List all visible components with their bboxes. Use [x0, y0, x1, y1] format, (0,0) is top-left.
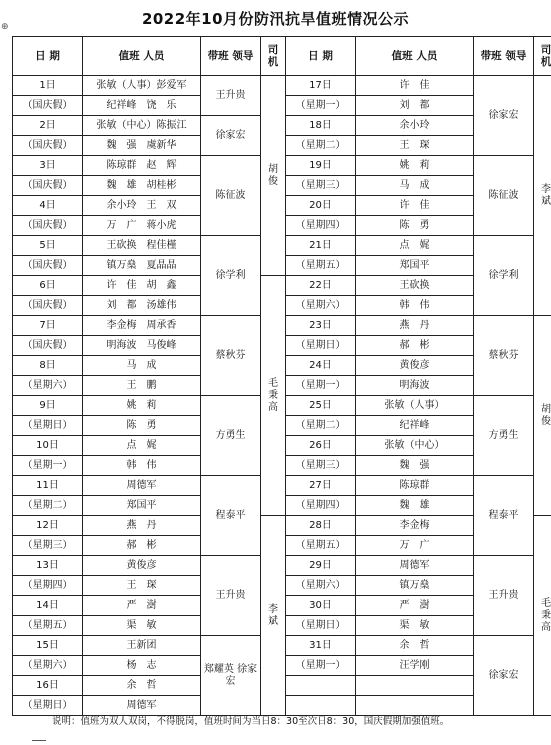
staff-cell-2: 魏 强: [356, 456, 474, 476]
driver-cell: [261, 516, 286, 716]
staff-cell: 杨 志: [83, 656, 201, 676]
date-day-2: 25日: [286, 396, 356, 416]
staff-cell-2: 陈 勇: [356, 216, 474, 236]
staff-cell: 万 广 蒋小虎: [83, 216, 201, 236]
duty-table: [12, 36, 551, 716]
page-title: 2022年10月份防汛抗旱值班情况公示: [141, 10, 410, 28]
header-leader-2: 带班 领导: [474, 37, 534, 76]
leader-cell: 陈征波: [201, 156, 261, 236]
header-date: 日 期: [13, 37, 83, 76]
staff-cell-2: 汪学刚: [356, 656, 474, 676]
staff-cell-2: 万 广: [356, 536, 474, 556]
leader-cell: 王升贵: [201, 76, 261, 116]
leader-cell-2: 王升贵: [474, 556, 534, 636]
staff-cell: 郝 彬: [83, 536, 201, 556]
driver-name-char: 高: [541, 621, 551, 633]
leader-cell: 王升贵: [201, 556, 261, 636]
driver-cell: [261, 276, 286, 516]
staff-cell-2: [356, 676, 474, 696]
date-day-2: 20日: [286, 196, 356, 216]
driver-name-char: 胡: [541, 403, 551, 415]
staff-cell-2: 许 佳: [356, 196, 474, 216]
date-day-2: 19日: [286, 156, 356, 176]
staff-cell-2: 纪祥峰: [356, 416, 474, 436]
header-staff: 值班 人员: [83, 37, 201, 76]
leader-cell-2: 徐家宏: [474, 636, 534, 716]
date-day: 14日: [13, 596, 83, 616]
driver-name-char: 秉: [541, 609, 551, 621]
staff-cell-2: 魏 雄: [356, 496, 474, 516]
staff-cell: 陈琼群 赵 辉: [83, 156, 201, 176]
driver-cell-2: [534, 316, 551, 516]
date-weekday-2: （星期一）: [286, 656, 356, 676]
driver-name-char: 高: [268, 401, 278, 413]
staff-cell: 余 哲: [83, 676, 201, 696]
staff-cell-2: 郝 彬: [356, 336, 474, 356]
date-day-2: 18日: [286, 116, 356, 136]
date-weekday-2: （星期六）: [286, 296, 356, 316]
staff-cell-2: 黄俊彦: [356, 356, 474, 376]
date-weekday-2: （星期日）: [286, 616, 356, 636]
leader-cell-2: 徐家宏: [474, 76, 534, 156]
staff-cell: 张敏（中心）陈振江: [83, 116, 201, 136]
leader-cell: 程泰平: [201, 476, 261, 556]
date-weekday-2: （星期二）: [286, 136, 356, 156]
staff-cell-2: 燕 丹: [356, 316, 474, 336]
date-day: 3日: [13, 156, 83, 176]
staff-cell-2: 渠 敏: [356, 616, 474, 636]
date-weekday: （星期二）: [13, 496, 83, 516]
staff-cell-2: 李金梅: [356, 516, 474, 536]
date-day: 13日: [13, 556, 83, 576]
driver-name-char: 俊: [541, 415, 551, 427]
driver-name-char: 李: [541, 183, 551, 195]
staff-cell: 燕 丹: [83, 516, 201, 536]
date-day-2: 23日: [286, 316, 356, 336]
date-weekday-2: （星期四）: [286, 216, 356, 236]
driver-cell-2: [534, 516, 551, 716]
driver-cell: [261, 76, 286, 276]
date-weekday: （国庆假）: [13, 256, 83, 276]
staff-cell-2: 许 佳: [356, 76, 474, 96]
date-day: 11日: [13, 476, 83, 496]
date-day-2: 21日: [286, 236, 356, 256]
table-row: [13, 76, 551, 96]
staff-cell-2: 严 澍: [356, 596, 474, 616]
date-weekday-2: （星期四）: [286, 496, 356, 516]
date-day-2: 30日: [286, 596, 356, 616]
header-row: [13, 37, 551, 76]
leader-cell-2: 方勇生: [474, 396, 534, 476]
staff-cell: 王新团: [83, 636, 201, 656]
driver-name-char: 李: [268, 603, 278, 615]
date-day: 15日: [13, 636, 83, 656]
leader-cell: 徐家宏: [201, 116, 261, 156]
date-weekday: （国庆假）: [13, 96, 83, 116]
staff-cell-2: 马 成: [356, 176, 474, 196]
staff-cell: 韩 伟: [83, 456, 201, 476]
staff-cell-2: 镇万燊: [356, 576, 474, 596]
staff-cell: 许 佳 胡 鑫: [83, 276, 201, 296]
divider: [32, 740, 46, 741]
date-day: 16日: [13, 676, 83, 696]
staff-cell: 镇万燊 夏晶晶: [83, 256, 201, 276]
date-day-2: 17日: [286, 76, 356, 96]
staff-cell-2: 余小玲: [356, 116, 474, 136]
leader-cell-2: 徐学利: [474, 236, 534, 316]
staff-cell: 陈 勇: [83, 416, 201, 436]
staff-cell-2: 点 娓: [356, 236, 474, 256]
staff-cell-2: 明海波: [356, 376, 474, 396]
date-weekday-2: （星期五）: [286, 536, 356, 556]
date-day: 4日: [13, 196, 83, 216]
date-day-2: 27日: [286, 476, 356, 496]
date-weekday: （国庆假）: [13, 336, 83, 356]
date-weekday-2: （星期五）: [286, 256, 356, 276]
date-day: 5日: [13, 236, 83, 256]
date-weekday: （星期一）: [13, 456, 83, 476]
staff-cell: 严 澍: [83, 596, 201, 616]
header-driver-2: 司 机: [534, 37, 551, 76]
date-weekday-2: （星期三）: [286, 176, 356, 196]
staff-cell: 张敏（人事）彭爱军: [83, 76, 201, 96]
leader-cell: 方勇生: [201, 396, 261, 476]
staff-cell-2: 刘 都: [356, 96, 474, 116]
staff-cell-2: 余 哲: [356, 636, 474, 656]
date-weekday: （星期日）: [13, 696, 83, 716]
driver-name-char: 胡: [268, 163, 278, 175]
date-day-2: 31日: [286, 636, 356, 656]
staff-cell: 王 鹏: [83, 376, 201, 396]
leader-cell-2: 蔡秋芬: [474, 316, 534, 396]
date-weekday-2: （星期三）: [286, 456, 356, 476]
leader-cell-2: 陈征波: [474, 156, 534, 236]
date-day-2: 24日: [286, 356, 356, 376]
date-day: 8日: [13, 356, 83, 376]
staff-cell: 余小玲 王 双: [83, 196, 201, 216]
driver-name-char: 斌: [541, 195, 551, 207]
date-day-2: [286, 676, 356, 696]
staff-cell: 黄俊彦: [83, 556, 201, 576]
move-handle-icon[interactable]: ⊕: [1, 22, 9, 32]
date-weekday-2: （星期二）: [286, 416, 356, 436]
date-weekday: （国庆假）: [13, 216, 83, 236]
staff-cell: 郑国平: [83, 496, 201, 516]
date-weekday-2: （星期六）: [286, 576, 356, 596]
date-weekday: （星期日）: [13, 416, 83, 436]
date-day-2: 26日: [286, 436, 356, 456]
staff-cell: 点 娓: [83, 436, 201, 456]
staff-cell: 魏 强 虞新华: [83, 136, 201, 156]
staff-cell-2: 周德军: [356, 556, 474, 576]
header-driver: 司 机: [261, 37, 286, 76]
date-day-2: 22日: [286, 276, 356, 296]
table-row: [13, 276, 551, 296]
staff-cell: 刘 都 汤雄伟: [83, 296, 201, 316]
staff-cell: 纪祥峰 饶 乐: [83, 96, 201, 116]
driver-cell-2: [534, 76, 551, 316]
staff-cell: 李金梅 周承香: [83, 316, 201, 336]
staff-cell: 王 琛: [83, 576, 201, 596]
staff-cell: 周德军: [83, 476, 201, 496]
staff-cell-2: [356, 696, 474, 716]
driver-name-char: 毛: [268, 377, 278, 389]
staff-cell: 魏 雄 胡桂彬: [83, 176, 201, 196]
leader-cell-2: 程泰平: [474, 476, 534, 556]
date-weekday: （星期六）: [13, 656, 83, 676]
date-weekday: （国庆假）: [13, 136, 83, 156]
date-weekday: （星期四）: [13, 576, 83, 596]
date-day: 9日: [13, 396, 83, 416]
date-weekday-2: （星期日）: [286, 336, 356, 356]
staff-cell: 周德军: [83, 696, 201, 716]
table-row: [13, 516, 551, 536]
staff-cell-2: 陈琼群: [356, 476, 474, 496]
staff-cell-2: 张敏（人事）: [356, 396, 474, 416]
date-day: 1日: [13, 76, 83, 96]
date-weekday: （国庆假）: [13, 296, 83, 316]
header-date-2: 日 期: [286, 37, 356, 76]
driver-name-char: 斌: [268, 615, 278, 627]
date-weekday: （星期六）: [13, 376, 83, 396]
staff-cell-2: 姚 莉: [356, 156, 474, 176]
date-weekday: （国庆假）: [13, 176, 83, 196]
staff-cell: 王砍换 程佳槿: [83, 236, 201, 256]
date-weekday: （星期三）: [13, 536, 83, 556]
header-leader: 带班 领导: [201, 37, 261, 76]
leader-cell: 郑耀英 徐家宏: [201, 636, 261, 716]
date-day: 12日: [13, 516, 83, 536]
staff-cell-2: 张敏（中心）: [356, 436, 474, 456]
driver-name-char: 俊: [268, 175, 278, 187]
date-day: 6日: [13, 276, 83, 296]
date-day: 10日: [13, 436, 83, 456]
staff-cell: 姚 莉: [83, 396, 201, 416]
staff-cell-2: 王 琛: [356, 136, 474, 156]
header-staff-2: 值班 人员: [356, 37, 474, 76]
staff-cell: 渠 敏: [83, 616, 201, 636]
date-weekday-2: [286, 696, 356, 716]
date-day-2: 29日: [286, 556, 356, 576]
date-weekday-2: （星期一）: [286, 376, 356, 396]
date-day: 2日: [13, 116, 83, 136]
leader-cell: 徐学利: [201, 236, 261, 316]
staff-cell-2: 韩 伟: [356, 296, 474, 316]
staff-cell: 马 成: [83, 356, 201, 376]
date-day: 7日: [13, 316, 83, 336]
date-weekday: （星期五）: [13, 616, 83, 636]
driver-name-char: 毛: [541, 597, 551, 609]
staff-cell-2: 郑国平: [356, 256, 474, 276]
footnote: 说明：值班为双人双岗，不得脱岗，值班时间为当日8：30至次日8：30，国庆假期加强值班。: [52, 716, 450, 727]
date-weekday-2: （星期一）: [286, 96, 356, 116]
staff-cell: 明海波 马俊峰: [83, 336, 201, 356]
date-day-2: 28日: [286, 516, 356, 536]
leader-cell: 蔡秋芬: [201, 316, 261, 396]
staff-cell-2: 王砍换: [356, 276, 474, 296]
driver-name-char: 秉: [268, 389, 278, 401]
